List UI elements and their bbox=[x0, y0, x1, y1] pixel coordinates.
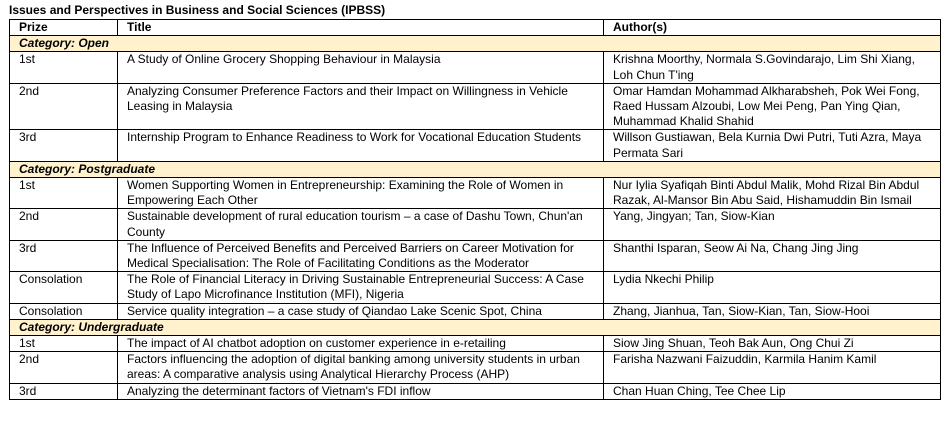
table-row bbox=[10, 272, 941, 303]
authors-cell: Siow Jing Shuan, Teoh Bak Aun, Ong Chui Zi bbox=[604, 336, 941, 352]
title-cell: The Role of Financial Literacy in Driving Sustainable Entrepreneurial Success: A Case Study of Lapo Microfinance Institution (MFI), Nigeria bbox=[118, 272, 604, 303]
prize-cell: 1st bbox=[10, 336, 118, 352]
category-row-postgraduate bbox=[10, 161, 941, 177]
authors-cell: Krishna Moorthy, Normala S.Govindarajo, Lim Shi Xiang, Loh Chun T'ing bbox=[604, 52, 941, 83]
title-cell: A Study of Online Grocery Shopping Behaviour in Malaysia bbox=[118, 52, 604, 83]
title-cell: Factors influencing the adoption of digital banking among university students in urban areas: A comparative analysis using Analytical Hierarchy Process (AHP) bbox=[118, 352, 604, 383]
authors-cell: Nur Iylia Syafiqah Binti Abdul Malik, Mohd Rizal Bin Abdul Razak, Al-Mansor Bin Abu Said, Hishamuddin Bin Ismail bbox=[604, 178, 941, 209]
prize-cell: 3rd bbox=[10, 240, 118, 271]
awards-table bbox=[9, 19, 941, 400]
table-row bbox=[10, 178, 941, 209]
table-row bbox=[10, 336, 941, 352]
title-cell: Internship Program to Enhance Readiness to Work for Vocational Education Students bbox=[118, 130, 604, 161]
document-title: Issues and Perspectives in Business and Social Sciences (IPBSS) bbox=[9, 3, 386, 17]
category-label: Category: Postgraduate bbox=[10, 161, 941, 177]
prize-cell: Consolation bbox=[10, 303, 118, 319]
category-label: Category: Undergraduate bbox=[10, 319, 941, 335]
authors-cell: Shanthi Isparan, Seow Ai Na, Chang Jing Jing bbox=[604, 240, 941, 271]
title-cell: Analyzing the determinant factors of Vietnam's FDI inflow bbox=[118, 383, 604, 399]
prize-cell: 1st bbox=[10, 52, 118, 83]
table-row bbox=[10, 130, 941, 161]
title-cell: Sustainable development of rural education tourism – a case of Dashu Town, Chun'an County bbox=[118, 209, 604, 240]
authors-cell: Farisha Nazwani Faizuddin, Karmila Hanim Kamil bbox=[604, 352, 941, 383]
authors-cell: Chan Huan Ching, Tee Chee Lip bbox=[604, 383, 941, 399]
header-title: Title bbox=[118, 20, 604, 36]
category-row-undergraduate bbox=[10, 319, 941, 335]
table-row bbox=[10, 352, 941, 383]
table-row bbox=[10, 83, 941, 130]
table-header-row bbox=[10, 20, 941, 36]
category-row-open bbox=[10, 36, 941, 52]
title-cell: The Influence of Perceived Benefits and Perceived Barriers on Career Motivation for Medical Specialisation: The Role of Facilitating Conditions as the Moderator bbox=[118, 240, 604, 271]
table-row bbox=[10, 52, 941, 83]
prize-cell: 2nd bbox=[10, 352, 118, 383]
category-label: Category: Open bbox=[10, 36, 941, 52]
title-cell: The impact of AI chatbot adoption on customer experience in e-retailing bbox=[118, 336, 604, 352]
prize-cell: 3rd bbox=[10, 130, 118, 161]
table-row bbox=[10, 209, 941, 240]
prize-cell: 1st bbox=[10, 178, 118, 209]
title-cell: Women Supporting Women in Entrepreneurship: Examining the Role of Women in Empowering Each Other bbox=[118, 178, 604, 209]
prize-cell: 2nd bbox=[10, 83, 118, 130]
table-row bbox=[10, 240, 941, 271]
header-prize: Prize bbox=[10, 20, 118, 36]
table-row bbox=[10, 383, 941, 399]
table-row bbox=[10, 303, 941, 319]
prize-cell: 2nd bbox=[10, 209, 118, 240]
authors-cell: Zhang, Jianhua, Tan, Siow-Kian, Tan, Siow-Hooi bbox=[604, 303, 941, 319]
authors-cell: Yang, Jingyan; Tan, Siow-Kian bbox=[604, 209, 941, 240]
authors-cell: Omar Hamdan Mohammad Alkharabsheh, Pok Wei Fong, Raed Hussam Alzoubi, Low Mei Peng, Pan Ying Qian, Muhammad Khalid Shahid bbox=[604, 83, 941, 130]
title-cell: Analyzing Consumer Preference Factors and their Impact on Willingness in Vehicle Leasing in Malaysia bbox=[118, 83, 604, 130]
authors-cell: Willson Gustiawan, Bela Kurnia Dwi Putri, Tuti Azra, Maya Permata Sari bbox=[604, 130, 941, 161]
prize-cell: Consolation bbox=[10, 272, 118, 303]
header-authors: Author(s) bbox=[604, 20, 941, 36]
prize-cell: 3rd bbox=[10, 383, 118, 399]
title-cell: Service quality integration – a case study of Qiandao Lake Scenic Spot, China bbox=[118, 303, 604, 319]
authors-cell: Lydia Nkechi Philip bbox=[604, 272, 941, 303]
